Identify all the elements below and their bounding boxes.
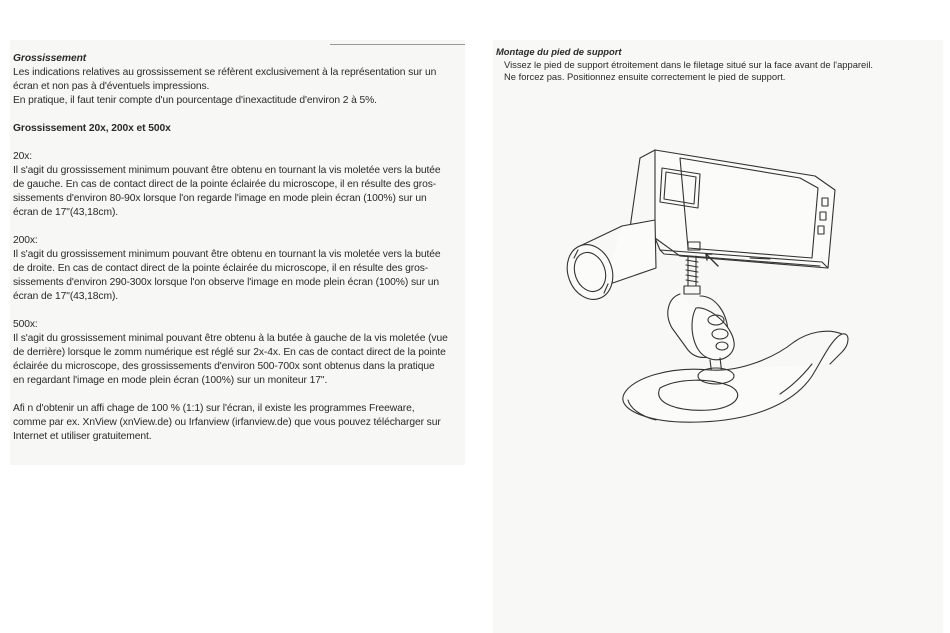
heading-magnifications: Grossissement 20x, 200x et 500x — [13, 123, 171, 134]
section-20x-line: sissements d'environ 80-90x lorsque l'on regarde l'image en mode plein écran (100%) sur un — [13, 193, 427, 204]
section-20x-line: Il s'agit du grossissement minimum pouvant être obtenu en tournant la vis moletée vers la butée — [13, 165, 441, 176]
section-500x-line: de derrière) lorsque le zomm numérique est réglé sur 2x-4x. En cas de contact direct de la pointe — [13, 347, 446, 358]
lens-cylinder — [560, 220, 656, 306]
instruction-line: Ne forcez pas. Positionnez ensuite correctement le pied de support. — [504, 71, 786, 82]
final-paragraph-line: Afi n d'obtenir un affi chage de 100 % (1:1) sur l'écran, il existe les programmes Freeware, — [13, 403, 415, 414]
section-500x-label: 500x: — [13, 319, 38, 330]
divider — [330, 44, 465, 45]
section-20x-line: écran de 17"(43,18cm). — [13, 207, 119, 218]
base-plate — [623, 331, 848, 422]
section-500x-line: Il s'agit du grossissement minimal pouvant être obtenu à la butée à gauche de la vis moletée (vue — [13, 333, 448, 344]
right-column-text — [496, 46, 936, 84]
heading-montage: Montage du pied de support — [496, 46, 622, 57]
final-paragraph-line: Internet et utiliser gratuitement. — [13, 431, 152, 442]
heading-grossissement: Grossissement — [13, 53, 87, 64]
final-paragraph-line: comme par ex. XnView (xnView.de) ou Irfanview (irfanview.de) que vous pouvez télécharger sur — [13, 417, 441, 428]
section-200x-label: 200x: — [13, 235, 38, 246]
intro-line: En pratique, il faut tenir compte d'un pourcentage d'inexactitude d'environ 2 à 5%. — [13, 95, 377, 106]
section-200x-line: sissements d'environ 290-300x lorsque l'on observe l'image en mode plein écran (100%) sur un — [13, 277, 439, 288]
section-200x-line: écran de 17"(43,18cm). — [13, 291, 119, 302]
microscope-stand-illustration — [560, 138, 860, 428]
left-column-text — [13, 52, 461, 444]
section-500x-line: en regardant l'image en mode plein écran (100%) sur un moniteur 17". — [13, 375, 328, 386]
section-500x-line: éclairée du microscope, des grossissements d'environ 500-700x sont obtenus dans la pratique — [13, 361, 435, 372]
clamp-arm — [668, 294, 734, 376]
section-200x-line: de droite. En cas de contact direct de la pointe éclairée du microscope, il en résulte des gros- — [13, 263, 429, 274]
threaded-screw — [684, 256, 700, 294]
microscope-device — [630, 150, 835, 268]
section-20x-line: de gauche. En cas de contact direct de la pointe éclairée du microscope, il en résulte des gros- — [13, 179, 437, 190]
intro-line: écran et non pas à d'éventuels impressions. — [13, 81, 210, 92]
instruction-line: Vissez le pied de support étroitement dans le filetage situé sur la face avant de l'appareil. — [504, 58, 874, 70]
section-200x-line: Il s'agit du grossissement minimum pouvant être obtenu en tournant la vis moletée vers la butée — [13, 249, 441, 260]
section-20x-label: 20x: — [13, 151, 33, 162]
intro-line: Les indications relatives au grossissement se réfèrent exclusivement à la représentation sur un — [13, 67, 437, 78]
